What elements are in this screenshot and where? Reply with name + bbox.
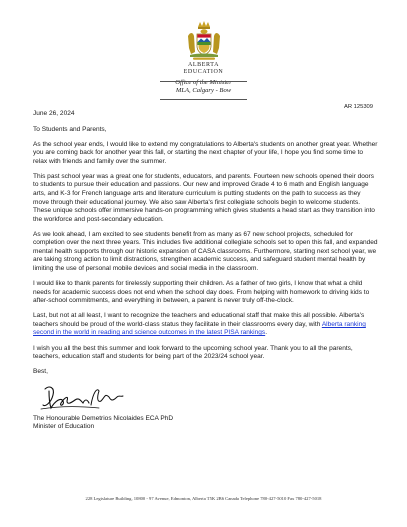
org-name-line2: EDUCATION <box>183 69 224 75</box>
paragraph-5-text: Last, but not at all least, I want to recognize the teachers and educational staff that make this all possible. Alberta's teachers should be proud of the world-class status they facilitate in their classrooms every day, with <box>33 312 365 328</box>
signer-name: The Honourable Demetrios Nicolaides ECA PhD <box>33 414 174 422</box>
closing: Best, <box>33 368 48 376</box>
paragraph-1: As the school year ends, I would like to extend my congratulations to Alberta's students on another great year. Whether you are coming back for another year this fall, or starting the next chapter of your life, I hope you find some time to relax with friends and family over the summer. <box>33 140 378 165</box>
paragraph-6: I wish you all the best this summer and look forward to the upcoming school year. Thank you to all the parents, teachers, education staff and students for being part of the 2023/24 school year. <box>33 344 353 361</box>
letterhead-divider <box>160 81 247 82</box>
paragraph-5 <box>33 312 378 338</box>
letterhead-divider-bottom <box>160 99 247 100</box>
paragraph-4: I would like to thank parents for tirelessly supporting their children. As a father of two girls, I know that what a child needs for academic success does not end when the school day does. From helping with homework to driving kids to after-school commitments, and everything in between, a parent is never truly off-the-clock. <box>33 280 370 305</box>
office-riding: MLA, Calgary - Bow <box>175 87 232 94</box>
handwritten-signature-icon <box>39 381 129 413</box>
paragraph-3: As we look ahead, I am excited to see students benefit from as many as 67 new school projects, scheduled for completion over the next three years. This includes five additional collegiate schools set to open this fall, and expanded mental health supports through our historic expansion of CASA classrooms. Furthermore, starting next school year, we are taking strong action to limit distractions, strengthen academic success, and safeguard student mental health by limiting the use of personal mobile devices and social media in the classroom. <box>33 230 378 272</box>
office-title: Office of the Minister <box>175 79 232 86</box>
reference-number: AR 125309 <box>343 104 373 110</box>
footer-address: 228 Legislature Building, 10800 - 97 Avenue, Edmonton, Alberta T5K 2B6 Canada Telephone 780-427-5010 Fax 780-427-5018 <box>85 496 322 501</box>
letter-body <box>33 110 378 432</box>
salutation: To Students and Parents, <box>33 125 107 133</box>
alberta-crest-icon <box>182 18 226 62</box>
letterhead <box>0 18 407 95</box>
pisa-rankings-link[interactable]: Alberta ranking second in the world in reading and science outcomes in the latest PISA rankings <box>33 320 366 337</box>
paragraph-2: This past school year was a great one for students, educators, and parents. Fourteen new schools opened their doors to students to pursue their education and passions. Our new and improved Grade 4 to 6 math and English language arts, and K-3 for French language arts and literature curriculum is putting students on the path to success as they move through their educational journey. We also saw Alberta's first collegiate schools begin to welcome students. These unique schools offer immersive hands-on programming which gives students a head start as they transition into the workforce and post-secondary education. <box>33 172 375 223</box>
signer-title: Minister of Education <box>33 423 95 431</box>
letter-date: June 26, 2024 <box>33 110 75 117</box>
paragraph-5-end: . <box>265 329 268 337</box>
org-name-line1: ALBERTA <box>187 62 220 68</box>
